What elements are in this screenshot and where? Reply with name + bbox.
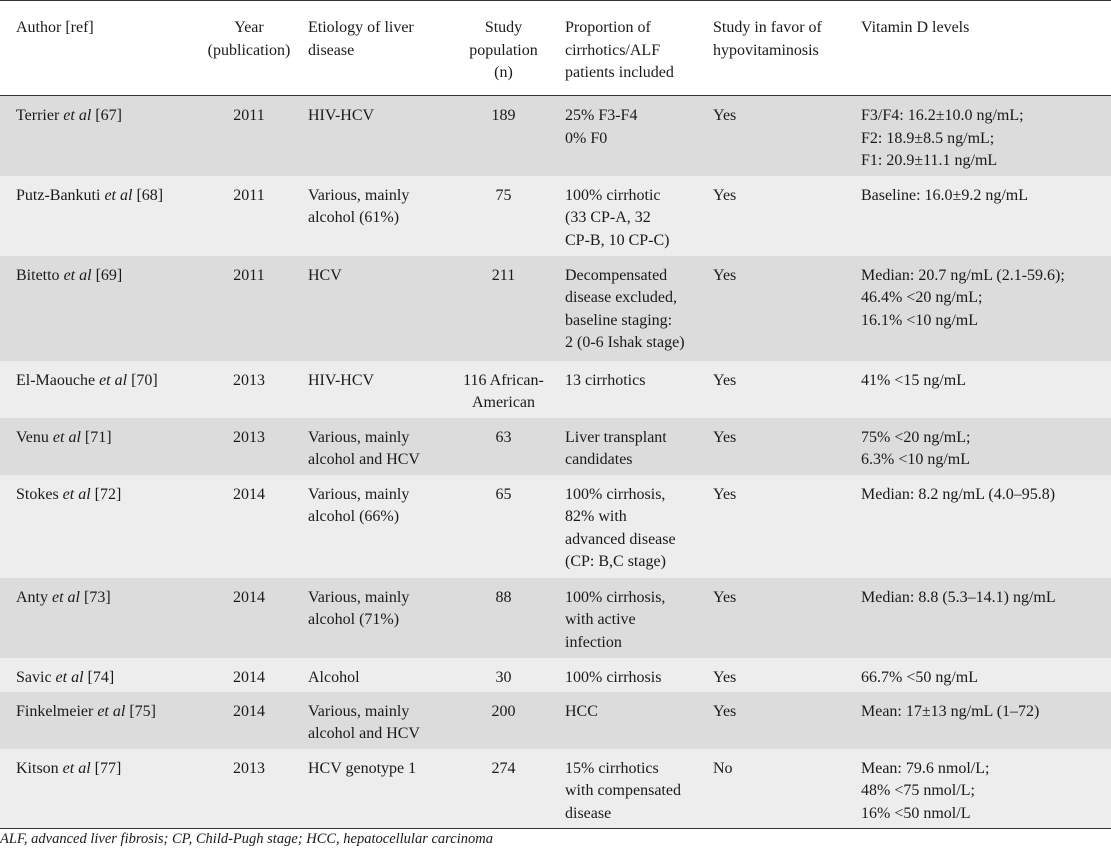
cell-proportion: [556, 749, 709, 829]
cell-line: Mean: 79.6 nmol/L;: [861, 759, 990, 777]
cell-proportion: [556, 418, 709, 475]
cell-line: 25% F3-F4: [565, 107, 638, 124]
cell-favor: Yes: [713, 107, 737, 124]
cell-year: 2013: [233, 428, 265, 446]
cell-line: alcohol (61%): [308, 209, 400, 226]
cell-author: [0, 361, 199, 418]
author-ref: [71]: [84, 428, 112, 446]
cell-line: 100% cirrhosis,: [565, 485, 666, 503]
table-row: [0, 256, 1111, 361]
cell-author: [0, 749, 199, 829]
cell-line: 75% <20 ng/mL;: [861, 428, 971, 446]
cell-author: [0, 578, 199, 658]
cell-population: [451, 96, 556, 176]
author-name: El-Maouche: [16, 371, 96, 389]
cell-line: advanced disease: [565, 530, 676, 548]
cell-proportion: [556, 176, 709, 256]
cell-vitamin: [853, 658, 1111, 692]
cell-year: 2011: [233, 186, 265, 204]
table-row: [0, 361, 1111, 418]
cell-line: 189: [491, 107, 516, 124]
cell-etiology: [299, 96, 451, 176]
cell-line: disease excluded,: [565, 289, 677, 306]
cell-etiology: [299, 578, 451, 658]
author-ref: [69]: [95, 266, 123, 284]
cell-population: [451, 578, 556, 658]
cell-etiology: [299, 418, 451, 475]
cell-line: 100% cirrhotic: [565, 186, 661, 204]
cell-line: alcohol (71%): [308, 611, 400, 628]
author-ref: [67]: [95, 107, 122, 124]
cell-vitamin: [853, 176, 1111, 256]
cell-line: 41% <15 ng/mL: [861, 371, 967, 389]
cell-population: [451, 475, 556, 578]
cell-line: 6.3% <10 ng/mL: [861, 451, 971, 468]
cell-line: (33 CP-A, 32: [565, 209, 651, 226]
table-body: [0, 96, 1111, 829]
cell-etiology: [299, 475, 451, 578]
cell-line: 211: [491, 266, 516, 284]
cell-line: alcohol and HCV: [308, 451, 420, 468]
cell-population: [451, 361, 556, 418]
table-row: [0, 418, 1111, 475]
author-etal: et al: [62, 485, 91, 503]
author-etal: et al: [63, 107, 92, 124]
table-row: [0, 475, 1111, 578]
cell-line: Median: 8.8 (5.3–14.1) ng/mL: [861, 588, 1056, 606]
cell-vitamin: [853, 256, 1111, 361]
author-name: Stokes: [16, 485, 59, 503]
cell-line: 16.1% <10 ng/mL: [861, 311, 979, 329]
cell-author: [0, 692, 199, 749]
cell-line: candidates: [565, 451, 633, 468]
table-row: [0, 749, 1111, 829]
cell-line: F3/F4: 16.2±10.0 ng/mL;: [861, 107, 1024, 124]
author-name: Anty: [16, 588, 48, 606]
author-etal: et al: [63, 266, 92, 284]
cell-year: 2014: [233, 485, 265, 503]
cell-author: [0, 475, 199, 578]
cell-favor: Yes: [713, 588, 737, 606]
header-favor: Study in favor of hypovitaminosis: [709, 1, 853, 96]
author-etal: et al: [62, 759, 91, 777]
cell-year: 2011: [233, 266, 265, 284]
cell-line: 200: [491, 702, 516, 720]
cell-line: 0% F0: [565, 129, 608, 147]
cell-population: [451, 418, 556, 475]
author-ref: [74]: [87, 668, 115, 686]
cell-line: 116 African-: [463, 371, 544, 389]
cell-author: [0, 176, 199, 256]
cell-vitamin: [853, 96, 1111, 176]
cell-line: F2: 18.9±8.5 ng/mL;: [861, 129, 995, 147]
author-etal: et al: [97, 702, 126, 720]
cell-author: [0, 96, 199, 176]
cell-line: Alcohol: [308, 668, 360, 686]
cell-line: 13 cirrhotics: [565, 371, 646, 389]
author-ref: [77]: [94, 759, 122, 777]
cell-etiology: [299, 176, 451, 256]
author-name: Putz-Bankuti: [16, 186, 101, 204]
cell-year: 2013: [233, 371, 265, 389]
cell-etiology: [299, 361, 451, 418]
cell-favor: Yes: [713, 266, 737, 284]
table-row: [0, 658, 1111, 692]
author-etal: et al: [52, 428, 81, 446]
cell-proportion: [556, 578, 709, 658]
cell-line: American: [471, 394, 536, 411]
cell-etiology: [299, 692, 451, 749]
table-row: [0, 692, 1111, 749]
cell-line: HCV: [308, 266, 342, 284]
cell-line: 15% cirrhotics: [565, 759, 659, 777]
cell-line: HIV-HCV: [308, 107, 375, 124]
cell-line: CP-B, 10 CP-C): [565, 231, 670, 249]
cell-line: Baseline: 16.0±9.2 ng/mL: [861, 186, 1028, 204]
cell-line: Decompensated: [565, 266, 668, 284]
cell-line: HCV genotype 1: [308, 759, 417, 777]
cell-year: 2014: [233, 668, 265, 686]
cell-line: (CP: B,C stage): [565, 553, 666, 570]
cell-line: Various, mainly: [308, 428, 410, 446]
cell-proportion: [556, 96, 709, 176]
cell-population: [451, 256, 556, 361]
header-etiology: Etiology of liver disease: [299, 1, 451, 96]
cell-line: 65: [495, 485, 512, 503]
table-row: [0, 176, 1111, 256]
header-proportion: Proportion of cirrhotics/ALF patients included: [556, 1, 709, 96]
cell-year: 2011: [233, 107, 265, 124]
author-ref: [73]: [84, 588, 111, 606]
cell-line: 100% cirrhosis: [565, 668, 662, 686]
cell-line: Median: 20.7 ng/mL (2.1-59.6);: [861, 266, 1065, 284]
cell-favor: Yes: [713, 485, 737, 503]
author-ref: [75]: [129, 702, 156, 720]
cell-year: 2014: [233, 588, 265, 606]
cell-population: [451, 749, 556, 829]
cell-author: [0, 256, 199, 361]
cell-favor: Yes: [713, 668, 737, 686]
cell-line: 2 (0-6 Ishak stage): [565, 334, 685, 351]
cell-etiology: [299, 658, 451, 692]
cell-favor: Yes: [713, 371, 737, 389]
header-author: Author [ref]: [0, 1, 199, 96]
author-name: Kitson: [16, 759, 59, 777]
cell-line: HCC: [565, 702, 598, 720]
cell-line: Various, mainly: [308, 702, 410, 720]
author-etal: et al: [55, 668, 84, 686]
header-population: Study population (n): [451, 1, 556, 96]
cell-author: [0, 658, 199, 692]
author-name: Savic: [16, 668, 52, 686]
author-name: Venu: [16, 428, 49, 446]
cell-favor: No: [713, 759, 733, 777]
cell-proportion: [556, 692, 709, 749]
cell-line: HIV-HCV: [308, 371, 375, 389]
cell-line: 63: [495, 428, 512, 446]
cell-favor: Yes: [713, 186, 737, 204]
cell-proportion: [556, 475, 709, 578]
cell-line: Mean: 17±13 ng/mL (1–72): [861, 702, 1040, 720]
cell-vitamin: [853, 418, 1111, 475]
cell-line: 30: [495, 668, 512, 686]
cell-line: alcohol (66%): [308, 508, 400, 525]
cell-population: [451, 692, 556, 749]
cell-proportion: [556, 658, 709, 692]
cell-line: Various, mainly: [308, 485, 410, 503]
cell-line: infection: [565, 633, 622, 651]
cell-etiology: [299, 749, 451, 829]
cell-line: with active: [565, 611, 636, 628]
author-ref: [68]: [136, 186, 164, 204]
cell-line: F1: 20.9±11.1 ng/mL: [861, 152, 998, 169]
cell-population: [451, 658, 556, 692]
cell-favor: Yes: [713, 702, 737, 720]
cell-line: 16% <50 nmol/L: [861, 804, 971, 822]
cell-line: disease: [565, 804, 612, 822]
cell-line: 46.4% <20 ng/mL;: [861, 289, 983, 306]
cell-proportion: [556, 256, 709, 361]
cell-line: 100% cirrhosis,: [565, 588, 666, 606]
cell-line: 82% with: [565, 508, 627, 525]
cell-line: Various, mainly: [308, 186, 410, 204]
cell-favor: Yes: [713, 428, 737, 446]
header-year: Year (publication): [199, 1, 299, 96]
table-row: [0, 578, 1111, 658]
cell-vitamin: [853, 749, 1111, 829]
table-row: [0, 96, 1111, 176]
cell-vitamin: [853, 692, 1111, 749]
cell-year: 2013: [233, 759, 265, 777]
cell-line: Median: 8.2 ng/mL (4.0–95.8): [861, 485, 1056, 503]
cell-year: 2014: [233, 702, 265, 720]
author-etal: et al: [99, 371, 128, 389]
author-name: Bitetto: [16, 266, 60, 284]
cell-line: 75: [495, 186, 512, 204]
cell-line: 274: [491, 759, 516, 777]
cell-etiology: [299, 256, 451, 361]
table-footnote: ALF, advanced liver fibrosis; CP, Child-Pugh stage; HCC, hepatocellular carcinoma: [0, 831, 493, 847]
cell-line: 48% <75 nmol/L;: [861, 782, 975, 799]
cell-line: baseline staging:: [565, 311, 673, 329]
cell-line: alcohol and HCV: [308, 725, 420, 742]
author-ref: [72]: [94, 485, 122, 503]
cell-population: [451, 176, 556, 256]
cell-line: with compensated: [565, 782, 681, 799]
author-name: Finkelmeier: [16, 702, 94, 720]
cell-author: [0, 418, 199, 475]
author-ref: [70]: [131, 371, 158, 389]
table-header-row: [0, 1, 1111, 96]
cell-line: Various, mainly: [308, 588, 410, 606]
cell-proportion: [556, 361, 709, 418]
cell-line: 88: [495, 588, 512, 606]
cell-line: 66.7% <50 ng/mL: [861, 668, 979, 686]
cell-vitamin: [853, 475, 1111, 578]
cell-vitamin: [853, 361, 1111, 418]
cell-line: Liver transplant: [565, 428, 667, 446]
header-vitamin: Vitamin D levels: [853, 1, 1111, 96]
author-name: Terrier: [16, 107, 60, 124]
author-etal: et al: [52, 588, 80, 606]
author-etal: et al: [104, 186, 133, 204]
cell-vitamin: [853, 578, 1111, 658]
